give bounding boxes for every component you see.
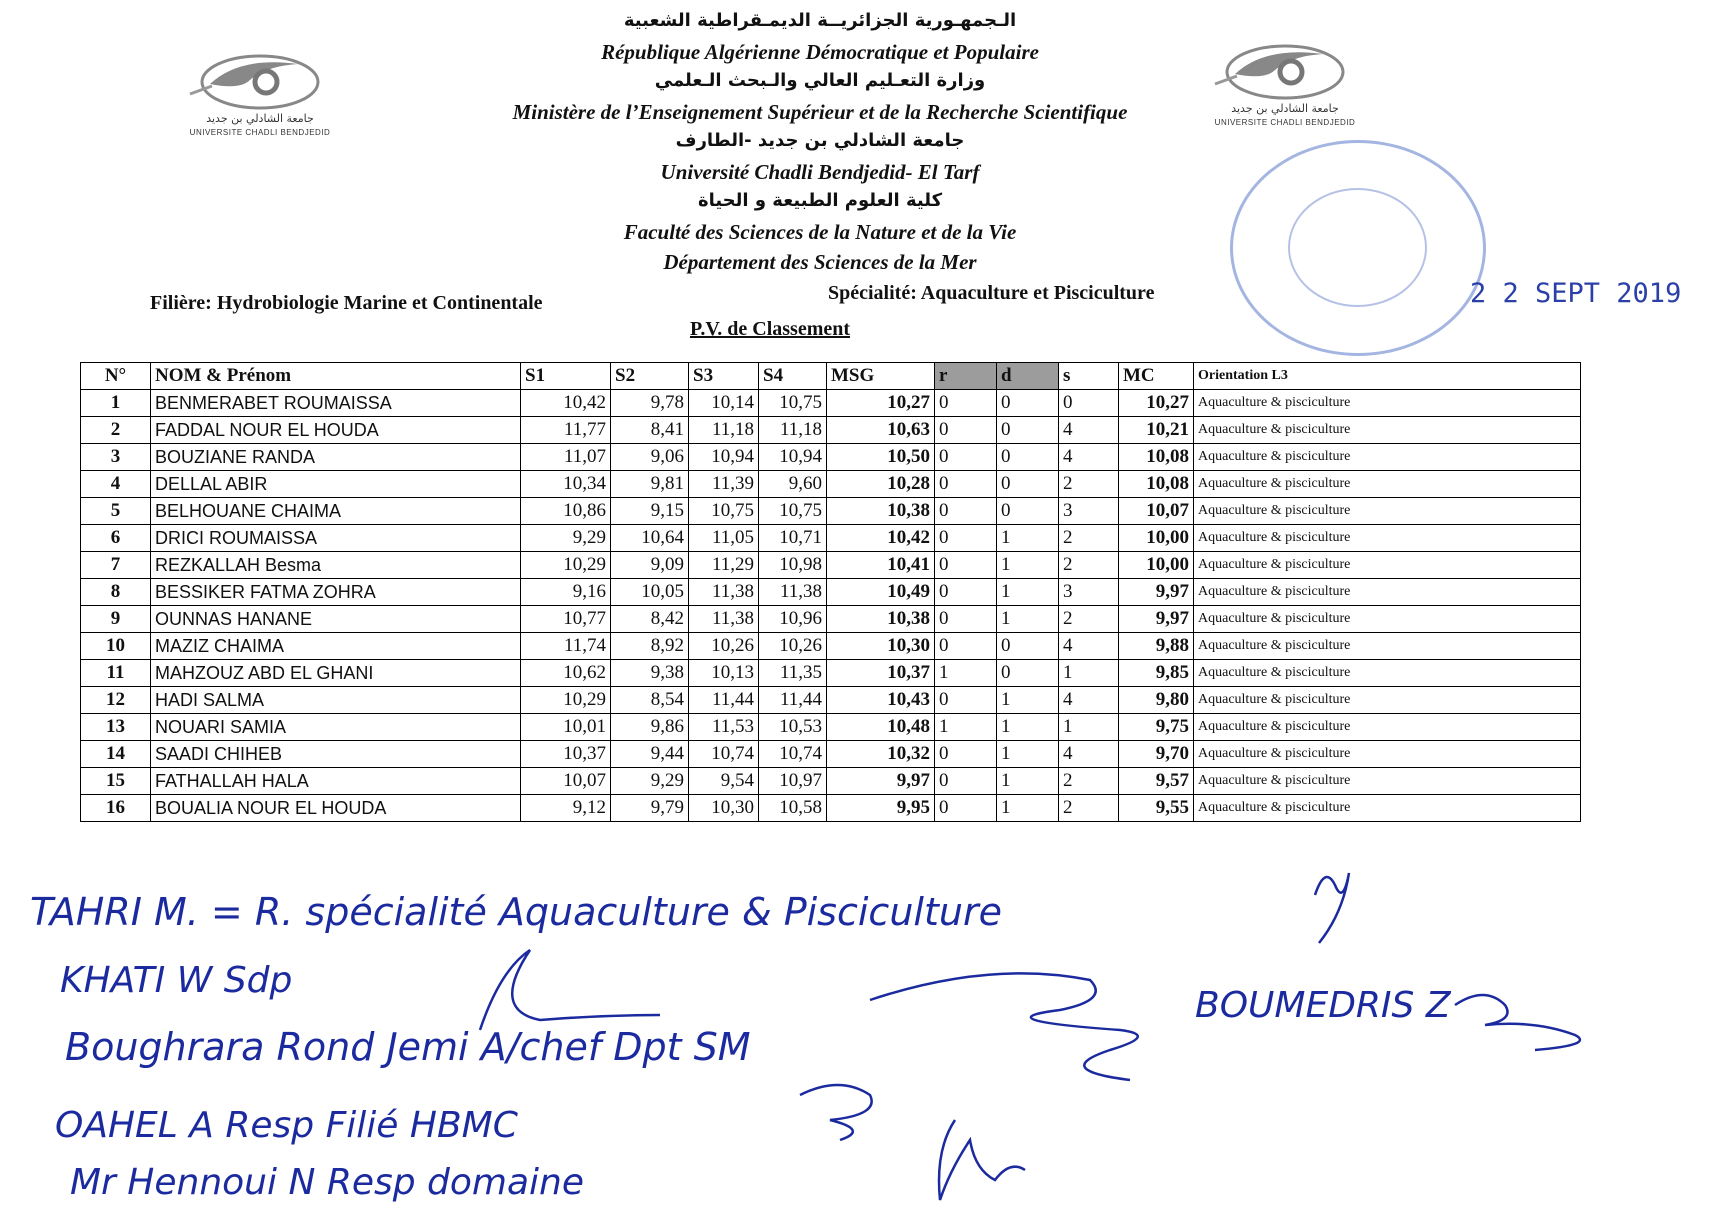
cell-mc: 10,21 bbox=[1119, 417, 1194, 444]
cell-r: 0 bbox=[935, 768, 997, 795]
cell-s: 2 bbox=[1059, 795, 1119, 822]
cell-r: 0 bbox=[935, 444, 997, 471]
cell-s4: 10,96 bbox=[759, 606, 827, 633]
cell-s4: 10,74 bbox=[759, 741, 827, 768]
cell-s3: 11,05 bbox=[689, 525, 759, 552]
cell-s2: 10,64 bbox=[611, 525, 689, 552]
document-title: P.V. de Classement bbox=[690, 318, 851, 340]
handwritten-line-4: OAHEL A Resp Filié HBMC bbox=[55, 1105, 518, 1146]
table-row bbox=[81, 768, 1581, 795]
table-row bbox=[81, 687, 1581, 714]
cell-name: HADI SALMA bbox=[151, 687, 521, 714]
cell-s3: 10,13 bbox=[689, 660, 759, 687]
cell-d: 1 bbox=[997, 525, 1059, 552]
cell-s4: 11,38 bbox=[759, 579, 827, 606]
cell-msg: 10,27 bbox=[827, 390, 935, 417]
cell-rank: 7 bbox=[81, 552, 151, 579]
cell-s3: 10,94 bbox=[689, 444, 759, 471]
cell-name: DRICI ROUMAISSA bbox=[151, 525, 521, 552]
cell-s4: 10,94 bbox=[759, 444, 827, 471]
cell-s4: 10,75 bbox=[759, 390, 827, 417]
cell-d: 1 bbox=[997, 714, 1059, 741]
cell-name: BESSIKER FATMA ZOHRA bbox=[151, 579, 521, 606]
cell-r: 1 bbox=[935, 660, 997, 687]
cell-s3: 10,14 bbox=[689, 390, 759, 417]
cell-s1: 11,77 bbox=[521, 417, 611, 444]
cell-msg: 10,63 bbox=[827, 417, 935, 444]
filiere-label: Filière: Hydrobiologie Marine et Continentale bbox=[150, 292, 543, 314]
table-row bbox=[81, 714, 1581, 741]
cell-s1: 10,34 bbox=[521, 471, 611, 498]
cell-s: 3 bbox=[1059, 498, 1119, 525]
header-faculty-ar: كلية العلوم الطبيعة و الحياة bbox=[697, 190, 943, 211]
table-row bbox=[81, 525, 1581, 552]
cell-s: 4 bbox=[1059, 444, 1119, 471]
cell-name: DELLAL ABIR bbox=[151, 471, 521, 498]
cell-mc: 10,00 bbox=[1119, 525, 1194, 552]
cell-mc: 10,27 bbox=[1119, 390, 1194, 417]
cell-s: 2 bbox=[1059, 768, 1119, 795]
cell-s3: 11,39 bbox=[689, 471, 759, 498]
cell-msg: 10,37 bbox=[827, 660, 935, 687]
cell-s1: 11,07 bbox=[521, 444, 611, 471]
cell-s2: 8,42 bbox=[611, 606, 689, 633]
cell-d: 0 bbox=[997, 444, 1059, 471]
cell-rank: 13 bbox=[81, 714, 151, 741]
cell-s1: 10,37 bbox=[521, 741, 611, 768]
header-ministry-fr: Ministère de l’Enseignement Supérieur et de la Recherche Scientifique bbox=[512, 100, 1128, 124]
col-header-name: NOM & Prénom bbox=[151, 363, 521, 390]
cell-msg: 9,95 bbox=[827, 795, 935, 822]
cell-d: 1 bbox=[997, 768, 1059, 795]
cell-mc: 9,55 bbox=[1119, 795, 1194, 822]
cell-name: SAADI CHIHEB bbox=[151, 741, 521, 768]
cell-s: 1 bbox=[1059, 714, 1119, 741]
cell-msg: 10,49 bbox=[827, 579, 935, 606]
table-row bbox=[81, 741, 1581, 768]
official-stamp bbox=[1230, 140, 1486, 356]
cell-s4: 10,53 bbox=[759, 714, 827, 741]
cell-msg: 10,32 bbox=[827, 741, 935, 768]
col-header-r: r bbox=[935, 363, 997, 390]
cell-s2: 8,92 bbox=[611, 633, 689, 660]
cell-mc: 10,08 bbox=[1119, 471, 1194, 498]
cell-name: BOUZIANE RANDA bbox=[151, 444, 521, 471]
cell-r: 0 bbox=[935, 552, 997, 579]
table-row bbox=[81, 633, 1581, 660]
cell-s3: 9,54 bbox=[689, 768, 759, 795]
cell-d: 1 bbox=[997, 741, 1059, 768]
col-header-s3: S3 bbox=[689, 363, 759, 390]
cell-d: 0 bbox=[997, 498, 1059, 525]
cell-s4: 10,97 bbox=[759, 768, 827, 795]
cell-s: 0 bbox=[1059, 390, 1119, 417]
cell-d: 1 bbox=[997, 552, 1059, 579]
cell-orientation: Aquaculture & pisciculture bbox=[1194, 795, 1581, 822]
col-header-n: N° bbox=[81, 363, 151, 390]
logo-text-ar: جامعة الشادلي بن جديد bbox=[206, 112, 314, 125]
cell-msg: 9,97 bbox=[827, 768, 935, 795]
cell-r: 0 bbox=[935, 579, 997, 606]
cell-d: 0 bbox=[997, 417, 1059, 444]
cell-rank: 12 bbox=[81, 687, 151, 714]
cell-orientation: Aquaculture & pisciculture bbox=[1194, 444, 1581, 471]
cell-d: 0 bbox=[997, 390, 1059, 417]
cell-rank: 6 bbox=[81, 525, 151, 552]
cell-r: 0 bbox=[935, 741, 997, 768]
cell-s4: 10,58 bbox=[759, 795, 827, 822]
cell-mc: 9,57 bbox=[1119, 768, 1194, 795]
specialite-label: Spécialité: Aquaculture et Pisciculture bbox=[828, 282, 1155, 304]
handwritten-line-3b: BOUMEDRIS Z bbox=[1195, 985, 1451, 1026]
logo-text-fr: UNIVERSITE CHADLI BENDJEDID bbox=[189, 128, 331, 137]
cell-orientation: Aquaculture & pisciculture bbox=[1194, 606, 1581, 633]
table-row bbox=[81, 471, 1581, 498]
header-republic-ar: الـجمهـورية الجزائريــة الديمـقراطية الشعبية bbox=[623, 10, 1017, 31]
cell-msg: 10,28 bbox=[827, 471, 935, 498]
cell-r: 0 bbox=[935, 606, 997, 633]
cell-msg: 10,43 bbox=[827, 687, 935, 714]
cell-s: 2 bbox=[1059, 552, 1119, 579]
cell-msg: 10,48 bbox=[827, 714, 935, 741]
cell-orientation: Aquaculture & pisciculture bbox=[1194, 714, 1581, 741]
cell-s4: 10,75 bbox=[759, 498, 827, 525]
cell-s: 1 bbox=[1059, 660, 1119, 687]
cell-s2: 9,86 bbox=[611, 714, 689, 741]
table-row bbox=[81, 606, 1581, 633]
ranking-table bbox=[80, 362, 1581, 822]
cell-msg: 10,38 bbox=[827, 606, 935, 633]
cell-msg: 10,30 bbox=[827, 633, 935, 660]
cell-s3: 10,75 bbox=[689, 498, 759, 525]
cell-r: 0 bbox=[935, 498, 997, 525]
cell-name: REZKALLAH Besma bbox=[151, 552, 521, 579]
cell-s4: 10,26 bbox=[759, 633, 827, 660]
cell-d: 1 bbox=[997, 579, 1059, 606]
cell-s4: 11,44 bbox=[759, 687, 827, 714]
cell-orientation: Aquaculture & pisciculture bbox=[1194, 768, 1581, 795]
table-row bbox=[81, 660, 1581, 687]
cell-s3: 10,30 bbox=[689, 795, 759, 822]
cell-s2: 8,41 bbox=[611, 417, 689, 444]
cell-orientation: Aquaculture & pisciculture bbox=[1194, 552, 1581, 579]
cell-r: 0 bbox=[935, 390, 997, 417]
cell-orientation: Aquaculture & pisciculture bbox=[1194, 633, 1581, 660]
cell-mc: 9,88 bbox=[1119, 633, 1194, 660]
cell-s: 2 bbox=[1059, 606, 1119, 633]
logo-text-fr: UNIVERSITE CHADLI BENDJEDID bbox=[1214, 118, 1356, 127]
header-department-fr: Département des Sciences de la Mer bbox=[663, 250, 977, 274]
cell-orientation: Aquaculture & pisciculture bbox=[1194, 498, 1581, 525]
cell-mc: 9,70 bbox=[1119, 741, 1194, 768]
cell-rank: 8 bbox=[81, 579, 151, 606]
handwritten-line-1: TAHRI M. = R. spécialité Aquaculture & Pisciculture bbox=[30, 890, 1002, 934]
cell-d: 0 bbox=[997, 471, 1059, 498]
table-row bbox=[81, 417, 1581, 444]
cell-d: 1 bbox=[997, 687, 1059, 714]
cell-s4: 10,98 bbox=[759, 552, 827, 579]
header-university-fr: Université Chadli Bendjedid- El Tarf bbox=[660, 160, 980, 184]
cell-s1: 10,42 bbox=[521, 390, 611, 417]
cell-d: 1 bbox=[997, 606, 1059, 633]
cell-orientation: Aquaculture & pisciculture bbox=[1194, 390, 1581, 417]
table-row bbox=[81, 444, 1581, 471]
col-header-d: d bbox=[997, 363, 1059, 390]
cell-s1: 10,07 bbox=[521, 768, 611, 795]
header-faculty-fr: Faculté des Sciences de la Nature et de la Vie bbox=[623, 220, 1017, 244]
cell-mc: 9,97 bbox=[1119, 606, 1194, 633]
cell-r: 0 bbox=[935, 525, 997, 552]
cell-s4: 9,60 bbox=[759, 471, 827, 498]
cell-s4: 10,71 bbox=[759, 525, 827, 552]
col-header-s: s bbox=[1059, 363, 1119, 390]
cell-mc: 9,75 bbox=[1119, 714, 1194, 741]
cell-name: FADDAL NOUR EL HOUDA bbox=[151, 417, 521, 444]
cell-mc: 9,80 bbox=[1119, 687, 1194, 714]
handwritten-line-2: KHATI W Sdp bbox=[60, 960, 293, 1001]
cell-orientation: Aquaculture & pisciculture bbox=[1194, 741, 1581, 768]
cell-orientation: Aquaculture & pisciculture bbox=[1194, 525, 1581, 552]
cell-r: 1 bbox=[935, 714, 997, 741]
cell-name: BENMERABET ROUMAISSA bbox=[151, 390, 521, 417]
cell-s: 4 bbox=[1059, 741, 1119, 768]
cell-name: MAZIZ CHAIMA bbox=[151, 633, 521, 660]
table-header-row bbox=[81, 363, 1581, 390]
table-row bbox=[81, 390, 1581, 417]
cell-s3: 10,74 bbox=[689, 741, 759, 768]
table-row bbox=[81, 552, 1581, 579]
cell-msg: 10,38 bbox=[827, 498, 935, 525]
cell-s1: 10,77 bbox=[521, 606, 611, 633]
table-row bbox=[81, 498, 1581, 525]
cell-rank: 2 bbox=[81, 417, 151, 444]
col-header-s4: S4 bbox=[759, 363, 827, 390]
cell-d: 1 bbox=[997, 795, 1059, 822]
cell-s3: 11,44 bbox=[689, 687, 759, 714]
cell-s1: 9,16 bbox=[521, 579, 611, 606]
cell-s2: 9,79 bbox=[611, 795, 689, 822]
cell-s2: 10,05 bbox=[611, 579, 689, 606]
cell-msg: 10,42 bbox=[827, 525, 935, 552]
cell-name: FATHALLAH HALA bbox=[151, 768, 521, 795]
header-republic-fr: République Algérienne Démocratique et Populaire bbox=[601, 40, 1039, 64]
stamp-inner-ring bbox=[1288, 188, 1427, 307]
col-header-s1: S1 bbox=[521, 363, 611, 390]
cell-rank: 3 bbox=[81, 444, 151, 471]
cell-rank: 16 bbox=[81, 795, 151, 822]
cell-r: 0 bbox=[935, 795, 997, 822]
university-logo-left bbox=[170, 50, 350, 160]
cell-rank: 10 bbox=[81, 633, 151, 660]
cell-name: BELHOUANE CHAIMA bbox=[151, 498, 521, 525]
cell-s: 2 bbox=[1059, 525, 1119, 552]
col-header-orientation: Orientation L3 bbox=[1194, 363, 1581, 390]
cell-s1: 10,86 bbox=[521, 498, 611, 525]
col-header-msg: MSG bbox=[827, 363, 935, 390]
cell-name: NOUARI SAMIA bbox=[151, 714, 521, 741]
cell-r: 0 bbox=[935, 471, 997, 498]
cell-d: 0 bbox=[997, 660, 1059, 687]
cell-s2: 8,54 bbox=[611, 687, 689, 714]
cell-s1: 11,74 bbox=[521, 633, 611, 660]
cell-rank: 9 bbox=[81, 606, 151, 633]
cell-s2: 9,38 bbox=[611, 660, 689, 687]
cell-s2: 9,06 bbox=[611, 444, 689, 471]
university-emblem-icon bbox=[170, 50, 350, 112]
cell-msg: 10,50 bbox=[827, 444, 935, 471]
cell-orientation: Aquaculture & pisciculture bbox=[1194, 417, 1581, 444]
cell-r: 0 bbox=[935, 633, 997, 660]
cell-s2: 9,78 bbox=[611, 390, 689, 417]
cell-name: OUNNAS HANANE bbox=[151, 606, 521, 633]
cell-s1: 10,29 bbox=[521, 552, 611, 579]
cell-d: 0 bbox=[997, 633, 1059, 660]
cell-rank: 1 bbox=[81, 390, 151, 417]
cell-r: 0 bbox=[935, 687, 997, 714]
cell-s1: 10,29 bbox=[521, 687, 611, 714]
table-row bbox=[81, 579, 1581, 606]
cell-s: 4 bbox=[1059, 687, 1119, 714]
stamp-date: 2 2 SEPT 2019 bbox=[1470, 278, 1682, 309]
cell-rank: 11 bbox=[81, 660, 151, 687]
header-ministry-ar: وزارة التعـليم العالي والـبحث الـعلمي bbox=[654, 70, 986, 91]
cell-orientation: Aquaculture & pisciculture bbox=[1194, 471, 1581, 498]
cell-rank: 14 bbox=[81, 741, 151, 768]
university-logo-right bbox=[1195, 40, 1375, 150]
col-header-s2: S2 bbox=[611, 363, 689, 390]
cell-rank: 15 bbox=[81, 768, 151, 795]
table-body bbox=[81, 390, 1581, 822]
cell-s1: 10,62 bbox=[521, 660, 611, 687]
cell-orientation: Aquaculture & pisciculture bbox=[1194, 687, 1581, 714]
cell-s4: 11,35 bbox=[759, 660, 827, 687]
cell-s2: 9,44 bbox=[611, 741, 689, 768]
cell-s: 3 bbox=[1059, 579, 1119, 606]
cell-r: 0 bbox=[935, 417, 997, 444]
handwritten-line-5: Mr Hennoui N Resp domaine bbox=[70, 1162, 585, 1203]
university-emblem-icon bbox=[1195, 40, 1375, 102]
cell-s3: 11,38 bbox=[689, 579, 759, 606]
cell-s1: 10,01 bbox=[521, 714, 611, 741]
cell-s1: 9,29 bbox=[521, 525, 611, 552]
cell-s1: 9,12 bbox=[521, 795, 611, 822]
handwritten-line-3: Boughrara Rond Jemi A/chef Dpt SM bbox=[65, 1025, 751, 1069]
cell-name: MAHZOUZ ABD EL GHANI bbox=[151, 660, 521, 687]
cell-mc: 9,97 bbox=[1119, 579, 1194, 606]
cell-s3: 11,53 bbox=[689, 714, 759, 741]
table-row bbox=[81, 795, 1581, 822]
cell-mc: 10,08 bbox=[1119, 444, 1194, 471]
cell-rank: 5 bbox=[81, 498, 151, 525]
cell-s: 2 bbox=[1059, 471, 1119, 498]
cell-orientation: Aquaculture & pisciculture bbox=[1194, 660, 1581, 687]
cell-mc: 9,85 bbox=[1119, 660, 1194, 687]
cell-s2: 9,09 bbox=[611, 552, 689, 579]
cell-s2: 9,29 bbox=[611, 768, 689, 795]
cell-mc: 10,07 bbox=[1119, 498, 1194, 525]
cell-mc: 10,00 bbox=[1119, 552, 1194, 579]
cell-s3: 10,26 bbox=[689, 633, 759, 660]
cell-s3: 11,18 bbox=[689, 417, 759, 444]
cell-s2: 9,81 bbox=[611, 471, 689, 498]
logo-text-ar: جامعة الشادلي بن جديد bbox=[1231, 102, 1339, 115]
cell-s3: 11,38 bbox=[689, 606, 759, 633]
cell-name: BOUALIA NOUR EL HOUDA bbox=[151, 795, 521, 822]
col-header-mc: MC bbox=[1119, 363, 1194, 390]
cell-rank: 4 bbox=[81, 471, 151, 498]
cell-s3: 11,29 bbox=[689, 552, 759, 579]
cell-s2: 9,15 bbox=[611, 498, 689, 525]
cell-s: 4 bbox=[1059, 633, 1119, 660]
cell-s: 4 bbox=[1059, 417, 1119, 444]
cell-msg: 10,41 bbox=[827, 552, 935, 579]
cell-s4: 11,18 bbox=[759, 417, 827, 444]
cell-orientation: Aquaculture & pisciculture bbox=[1194, 579, 1581, 606]
header-university-ar: جامعة الشادلي بن جديد -الطارف bbox=[675, 130, 965, 151]
